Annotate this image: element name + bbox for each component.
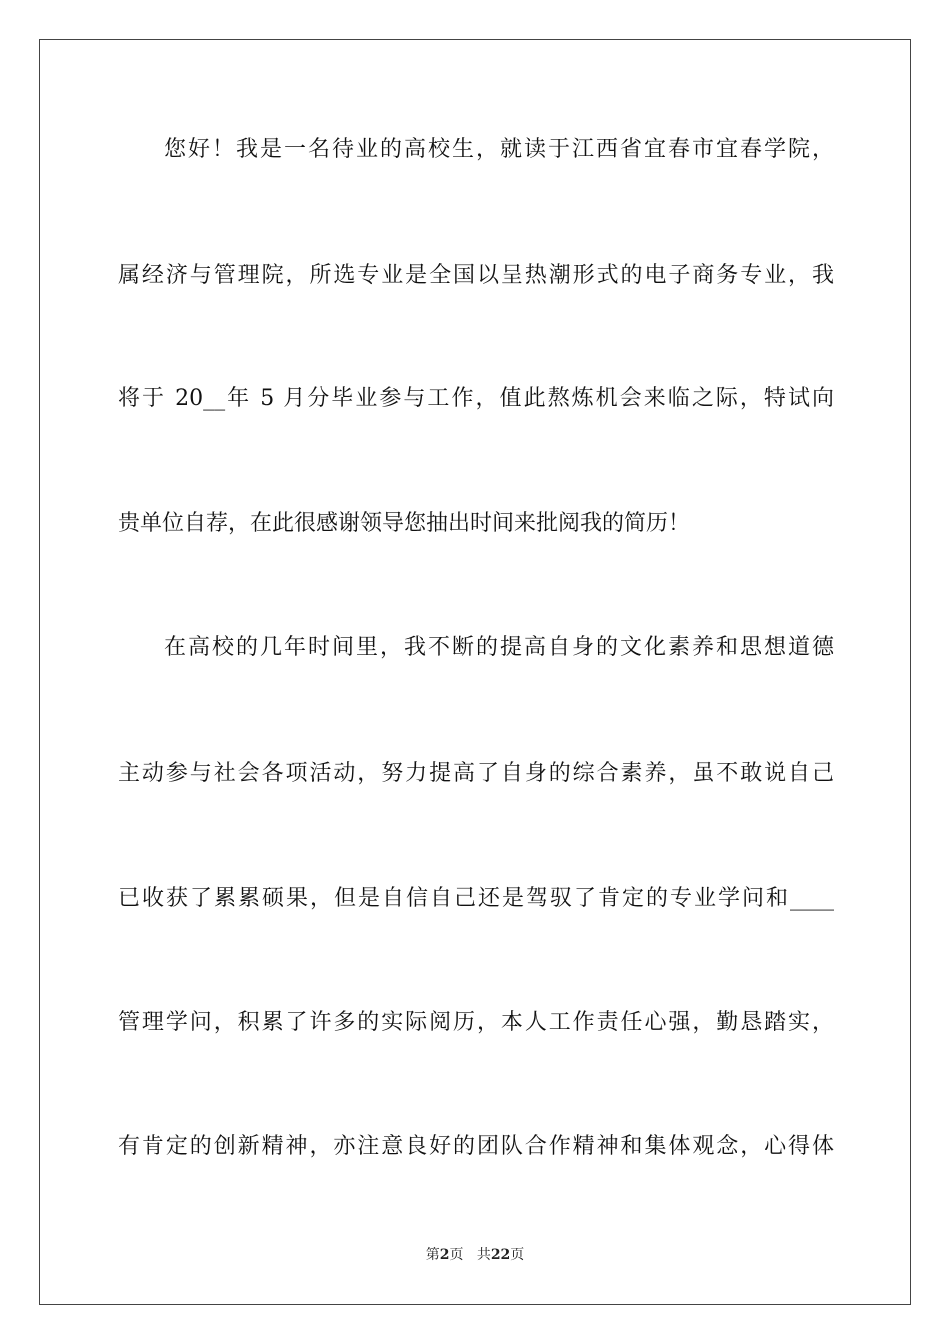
paragraph-line: 贵单位自荐，在此很感谢领导您抽出时间来批阅我的简历！: [118, 511, 691, 536]
paragraph-line: 管理学问，积累了许多的实际阅历，本人工作责任心强，勤恳踏实，: [118, 1010, 834, 1035]
paragraph-line: 您好！我是一名待业的高校生，就读于江西省宜春市宜春学院，: [164, 137, 834, 162]
total-suffix: 页: [510, 1247, 525, 1263]
page-prefix: 第: [425, 1247, 440, 1263]
paragraph-line: 属经济与管理院，所选专业是全国以呈热潮形式的电子商务专业，我: [118, 263, 834, 288]
page-number: 2: [439, 1247, 450, 1263]
page-border: [39, 39, 911, 1305]
page-footer: [0, 1246, 950, 1264]
paragraph-line: 有肯定的创新精神，亦注意良好的团队合作精神和集体观念，心得体: [118, 1134, 834, 1159]
paragraph-line: 已收获了累累硕果，但是自信自己还是驾驭了肯定的专业学问和____: [118, 886, 834, 911]
total-prefix: 共: [476, 1247, 491, 1263]
total-pages: 22: [490, 1247, 511, 1263]
paragraph-line: 主动参与社会各项活动，努力提高了自身的综合素养，虽不敢说自己: [118, 761, 834, 786]
paragraph-line: 将于 20__年 5 月分毕业参与工作，值此熬炼机会来临之际，特试向: [118, 386, 834, 411]
page-suffix: 页: [449, 1247, 464, 1263]
paragraph-line: 在高校的几年时间里，我不断的提高自身的文化素养和思想道德: [164, 635, 834, 660]
